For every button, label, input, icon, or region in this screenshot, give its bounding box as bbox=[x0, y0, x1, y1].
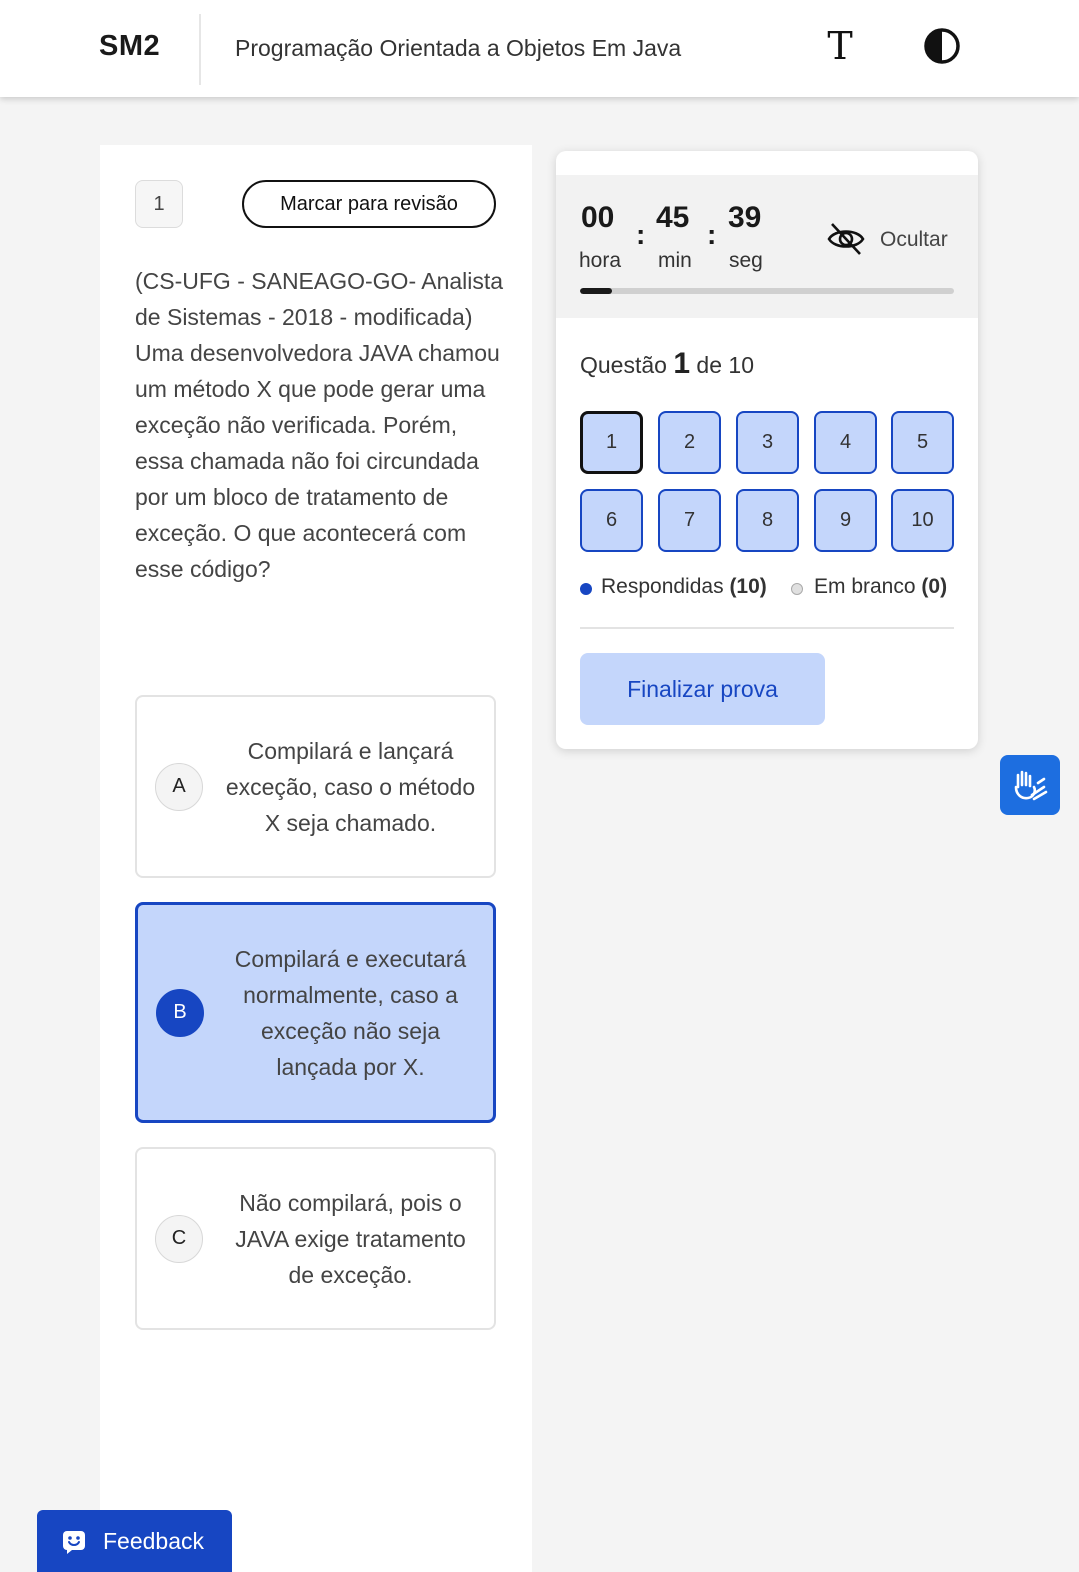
question-nav-button[interactable]: 5 bbox=[891, 411, 954, 474]
timer-seconds: 39 bbox=[728, 201, 762, 234]
card-divider bbox=[580, 627, 954, 629]
timer-separator: : bbox=[707, 219, 717, 250]
time-progress-fill bbox=[580, 288, 612, 294]
timer bbox=[556, 175, 978, 318]
timer-hours: 00 bbox=[581, 201, 615, 234]
feedback-face-icon bbox=[61, 1528, 87, 1554]
answered-dot-icon bbox=[580, 583, 592, 595]
answered-count: (10) bbox=[729, 575, 767, 598]
answered-legend bbox=[601, 575, 767, 599]
answered-label: Respondidas bbox=[601, 575, 724, 598]
brand-logo: SM2 bbox=[99, 30, 161, 62]
timer-separator: : bbox=[636, 219, 646, 250]
option-letter: C bbox=[155, 1215, 203, 1263]
hide-timer-label[interactable]: Ocultar bbox=[880, 228, 948, 251]
course-title: Programação Orientada a Objetos Em Java bbox=[235, 35, 682, 61]
eye-off-icon[interactable] bbox=[826, 219, 866, 259]
option-letter: A bbox=[155, 763, 203, 811]
blank-count: (0) bbox=[921, 575, 948, 598]
question-body: Uma desenvolvedora JAVA chamou um método X que pode gerar uma exceção não verificada. Porém, essa chamada não foi circundada por um bloco de tratamento de exceção. O que acontecerá com esse código? bbox=[135, 340, 500, 582]
contrast-icon[interactable] bbox=[920, 24, 964, 68]
counter-total: 10 bbox=[728, 352, 754, 378]
mark-for-review-button[interactable]: Marcar para revisão bbox=[242, 180, 496, 228]
exam-status-card bbox=[556, 151, 978, 749]
question-nav-button[interactable]: 10 bbox=[891, 489, 954, 552]
feedback-label: Feedback bbox=[103, 1527, 205, 1554]
option-text: Compilará e executará normalmente, caso a exceção não seja lançada por X. bbox=[234, 945, 467, 1080]
counter-middle: de bbox=[696, 352, 723, 378]
sign-language-icon[interactable] bbox=[1000, 755, 1060, 815]
question-nav-button[interactable]: 2 bbox=[658, 411, 721, 474]
option-letter: B bbox=[156, 989, 204, 1037]
timer-minutes-label: min bbox=[658, 249, 692, 272]
blank-dot-icon bbox=[791, 583, 803, 595]
question-panel bbox=[100, 145, 532, 1572]
question-nav-button[interactable]: 9 bbox=[814, 489, 877, 552]
blank-label: Em branco bbox=[814, 575, 916, 598]
question-source: (CS-UFG - SANEAGO-GO- Analista de Sistemas - 2018 - modificada) bbox=[135, 268, 504, 330]
timer-minutes: 45 bbox=[656, 201, 690, 234]
question-counter bbox=[580, 347, 754, 381]
timer-seconds-label: seg bbox=[729, 249, 763, 272]
feedback-button[interactable] bbox=[37, 1510, 232, 1572]
timer-hours-label: hora bbox=[579, 249, 622, 272]
question-number-badge: 1 bbox=[135, 180, 183, 228]
question-nav-button[interactable]: 7 bbox=[658, 489, 721, 552]
option-c[interactable] bbox=[135, 1147, 496, 1330]
question-nav-button[interactable]: 3 bbox=[736, 411, 799, 474]
question-nav-button[interactable]: 6 bbox=[580, 489, 643, 552]
question-nav-button[interactable]: 4 bbox=[814, 411, 877, 474]
top-header bbox=[0, 0, 1079, 97]
finish-exam-button[interactable]: Finalizar prova bbox=[580, 653, 825, 725]
option-text: Não compilará, pois o JAVA exige tratamento de exceção. bbox=[235, 1189, 466, 1288]
counter-prefix: Questão bbox=[580, 352, 667, 378]
option-b[interactable] bbox=[135, 902, 496, 1123]
option-a[interactable] bbox=[135, 695, 496, 878]
question-nav-button[interactable]: 1 bbox=[580, 411, 643, 474]
counter-current: 1 bbox=[673, 347, 691, 380]
text-size-icon[interactable]: T bbox=[827, 24, 853, 68]
question-statement bbox=[135, 263, 505, 587]
question-nav-button[interactable]: 8 bbox=[736, 489, 799, 552]
header-divider bbox=[199, 14, 201, 85]
time-progress-bar bbox=[580, 288, 954, 294]
option-text: Compilará e lançará exceção, caso o método X seja chamado. bbox=[225, 737, 476, 836]
blank-legend bbox=[814, 575, 947, 599]
